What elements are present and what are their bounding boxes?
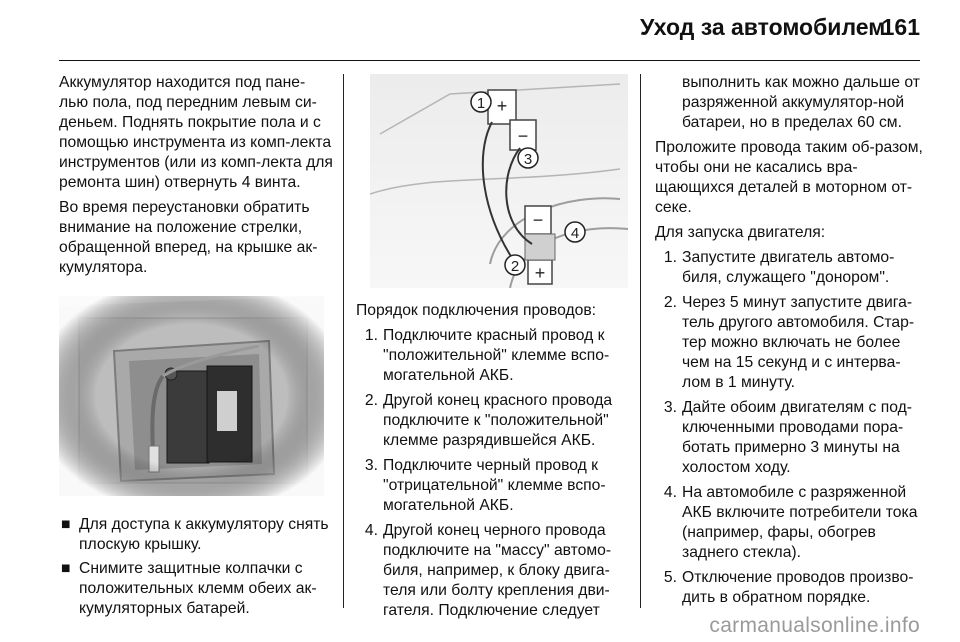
- step-number: 4.: [663, 484, 677, 501]
- start-step: [655, 483, 923, 563]
- bullet-item: [59, 515, 334, 555]
- step-number: 2.: [364, 392, 378, 409]
- continued-step-text: [655, 73, 923, 133]
- step-number: 4.: [364, 522, 378, 539]
- bullet-text: Для доступа к аккумулятору снять плоскую крышку.: [79, 516, 329, 553]
- step-text: Через 5 минут запустите двига-тель другого автомобиля. Стар-тер можно включать не более чем на 15 секунд и с интерва-лом в 1 минуту.: [682, 294, 915, 391]
- callout-3: 3: [523, 151, 533, 168]
- callout-1: 1: [476, 95, 486, 112]
- page-number: 161: [881, 14, 920, 40]
- callout-2: 2: [510, 258, 520, 275]
- connection-step: [356, 391, 634, 451]
- start-step: [655, 568, 923, 608]
- step-number: 3.: [663, 399, 677, 416]
- header-rule: [59, 60, 920, 61]
- step-number: 1.: [364, 327, 378, 344]
- svg-text:−: −: [517, 126, 529, 146]
- battery-compartment-photo: [59, 296, 324, 496]
- connection-order-intro: Порядок подключения проводов:: [356, 302, 597, 319]
- column-3: [655, 73, 923, 613]
- step-text: Дайте обоим двигателям с под-ключенными проводами пора-ботать примерно 3 минуты на холостом ходу.: [682, 399, 913, 476]
- step-text: Другой конец черного провода подключите на "массу" автомо-биля, например, к блоку двига-теля или болту крепления дви-гателя. Подключение следует: [383, 522, 612, 619]
- step-number: 1.: [663, 249, 677, 266]
- step-number: 2.: [663, 294, 677, 311]
- connection-step: [356, 456, 634, 516]
- column-1: [59, 73, 334, 283]
- connection-step: [356, 326, 634, 386]
- paragraph-cable-routing: Проложите провода таким об-разом, чтобы они не касались вра-щающихся деталей в моторном от-секе.: [655, 139, 923, 216]
- paragraph-start-engine-heading: Для запуска двигателя:: [655, 224, 826, 241]
- step-text: На автомобиле с разряженной АКБ включите потребители тока (например, фары, обогрев заднего стекла).: [682, 484, 918, 561]
- step-number: 3.: [364, 457, 378, 474]
- start-step: [655, 293, 923, 393]
- running-header-title: Уход за автомобилем: [640, 14, 886, 40]
- watermark-text: carmanualsonline.info: [709, 614, 920, 637]
- start-step: [655, 248, 923, 288]
- column-2-text: [356, 301, 634, 626]
- column-divider-2: [640, 74, 641, 608]
- step-text: Подключите красный провод к "положительной" клемме вспо-могательной АКБ.: [383, 327, 610, 384]
- svg-text:+: +: [534, 263, 546, 283]
- column-divider-1: [343, 74, 344, 608]
- svg-text:−: −: [532, 210, 544, 230]
- bullet-list: [59, 515, 334, 623]
- step-text: Запустите двигатель автомо-биля, служащего "донором".: [682, 249, 895, 286]
- connection-step: [356, 521, 634, 621]
- step-text: Подключите черный провод к "отрицательной" клемме вспо-могательной АКБ.: [383, 457, 606, 514]
- bullet-square-icon: ■: [61, 516, 71, 533]
- step-number: 5.: [663, 569, 677, 586]
- continued-text: выполнить как можно дальше от разряженной аккумулятор-ной батареи, но в пределах 60 см.: [682, 74, 920, 131]
- paragraph-battery-location: Аккумулятор находится под пане-лью пола, под передним левым си-деньем. Поднять покрытие пола и с помощью инструмента из комп-лекта инструментов (или из комп-лекта для ремонта шин) отвернуть 4 винта.: [59, 74, 333, 191]
- jump-start-wiring-diagram: [370, 74, 628, 288]
- step-text: Другой конец красного провода подключите к "положительной" клемме разрядившейся АКБ.: [383, 392, 613, 449]
- bullet-square-icon: ■: [61, 560, 71, 577]
- svg-text:+: +: [496, 96, 508, 116]
- start-step: [655, 398, 923, 478]
- callout-4: 4: [570, 225, 580, 242]
- bullet-item: [59, 559, 334, 619]
- paragraph-reinstall-note: Во время переустановки обратить внимание на положение стрелки, обращенной вперед, на крышке ак-кумулятора.: [59, 199, 318, 276]
- bullet-text: Снимите защитные колпачки с положительных клемм обеих ак-кумуляторных батарей.: [79, 560, 317, 617]
- step-text: Отключение проводов произво-дить в обратном порядке.: [682, 569, 914, 606]
